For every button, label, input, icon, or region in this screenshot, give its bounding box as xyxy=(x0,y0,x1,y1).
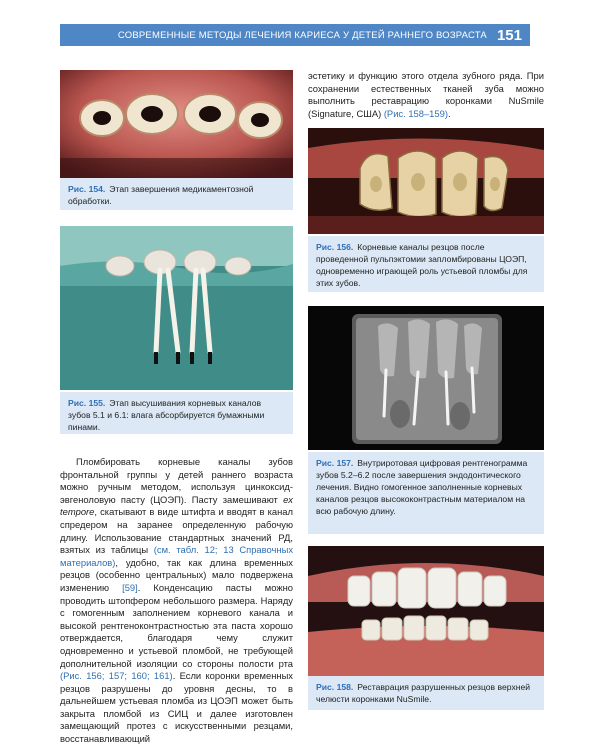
figure-155-text: Этап высушивания корневых каналов зубов 5.1 и 6.1: влага абсорбируется бумажными пинами. xyxy=(68,398,265,432)
figure-157-caption xyxy=(308,452,544,534)
top-right-text-part2: . xyxy=(447,107,451,119)
figure-154-caption xyxy=(60,178,293,210)
figure-157-xray xyxy=(308,306,544,450)
figure-155-photo xyxy=(60,226,293,390)
citation-ref-59[interactable]: [59] xyxy=(122,581,138,593)
figure-154-text: Этап завершения медикаментозной обработки. xyxy=(68,184,254,206)
figure-155-number: Рис. 155. xyxy=(68,398,106,408)
figure-156-photo xyxy=(308,128,544,234)
figure-156-caption xyxy=(308,236,544,292)
figure-156-text: Корневые каналы резцов после проведенной пульпэктомии запломбированы ЦОЭП, одновременно играющей роль устьевой пломбы для этих зубов. xyxy=(316,242,528,288)
figure-158-number: Рис. 158. xyxy=(316,682,354,692)
figure-158-text: Реставрация разрушенных резцов верхней челюсти коронками NuSmile. xyxy=(316,682,531,704)
figure-ref-158-159[interactable]: (Рис. 158–159) xyxy=(383,107,448,119)
main-text-part5: . Если коронки временных резцов разрушены до уровня десны, то в дальнейшем устьевая пломба из ЦОЭП может быть закрыта пломбой из СИЦ и далее изготовлен замещающий протез с искусственными резцами, восстанавливающий xyxy=(60,670,293,745)
figure-155-caption xyxy=(60,392,293,434)
figure-ref-156-161[interactable]: (Рис. 156; 157; 160; 161) xyxy=(60,670,173,682)
page-number: 151 xyxy=(496,26,522,44)
figure-158-caption xyxy=(308,676,544,710)
main-text-italic: ex tempore xyxy=(60,493,293,518)
figure-157-text: Внутриротовая цифровая рентгенограмма зубов 5.2–6.2 после завершения эндодонтического лечения. Видно гомогенное заполненные корневых каналов резцов высококонтрастным материалом на всю рабочую длину. xyxy=(316,458,528,516)
top-right-text-part1: эстетику и функцию этого отдела зубного ряда. При сохранении естественных тканей зуба можно выполнить реставрацию коронками NuSmile (Signature, США) xyxy=(308,70,544,119)
figure-154-number: Рис. 154. xyxy=(68,184,106,194)
table-ref-12-13[interactable]: (см. табл. 12; 13 Справочных материалов) xyxy=(60,544,294,568)
figure-158-photo xyxy=(308,546,544,676)
main-text-part1: Пломбировать корневые каналы зубов фронтальной группы у детей раннего возраста можно ручным методом, используя цинкоксид-эвгеноловую пасту (ЦОЭП). Пасту замешивают xyxy=(60,456,293,505)
running-header xyxy=(60,24,530,46)
main-text-part4: . Конденсацию пасты можно проводить штопфером небольшого размера. Наряду с гомогенным заполнением корневого канала и высокой рентгеноконтрастностью эта паста хорошо отверждается, благодаря чему служит одновременно и устьевой пломбой, не требующей дополнительной изоляции со стороны полости рта xyxy=(60,581,293,669)
main-paragraph xyxy=(60,456,293,746)
top-right-paragraph xyxy=(308,70,544,120)
figure-154-photo xyxy=(60,70,293,178)
figure-157-number: Рис. 157. xyxy=(316,458,354,468)
main-text-part3: , удобно, так как длина временных резцов (особенно центральных) мало подвержена изменению xyxy=(60,556,293,593)
main-text-part2: , скатывают в виде штифта и вводят в канал спредером на заранее определенную рабочую длину. Использование стандартных значений РД, взятых из таблицы xyxy=(60,506,293,556)
running-title: СОВРЕМЕННЫЕ МЕТОДЫ ЛЕЧЕНИЯ КАРИЕСА У ДЕТЕЙ РАННЕГО ВОЗРАСТА xyxy=(117,29,487,41)
figure-156-number: Рис. 156. xyxy=(316,242,354,252)
